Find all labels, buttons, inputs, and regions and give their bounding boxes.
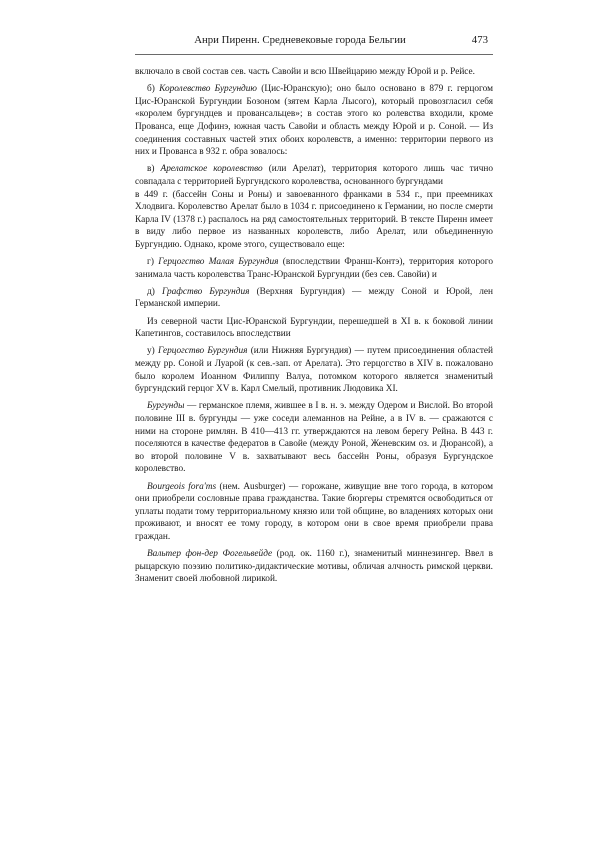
paragraph-duchy-lesser-burgundy: г) Герцогство Малая Бургундия (впоследствии Франш-Контэ), территория которого занимала часть королевства Транс-Юранской Бургундии (без сев. Савойи) и [135, 257, 493, 280]
term: Bourgeois fora'ms [147, 481, 217, 492]
paragraph-bourgeois-forains: Bourgeois fora'ms (нем. Ausburger) — горожане, живущие вне того города, в котором они приобрели сословные права гражданства. Такие бюргеры стремятся освободиться от уплаты подати тому территориальному князю или той общине, во владениях которых они проживают, и вносят ее тому городу, в котором они в свое время приобрели права граждан. [135, 481, 494, 542]
running-title: Анри Пиренн. Средневековые города Бельгии [194, 34, 406, 46]
term: Вальтер фон-дер Фогельвейде [147, 549, 273, 560]
paragraph-kingdom-burgundy: б) Королевство Бургундию (Цис-Юранскую); оно было основано в 879 г. герцогом Цис-Юранской Бургундии Бозоном (зятем Карла Лысого), который провозгласил себя «королем бургундцев и провансальцев»; в состав этого ко ролевства входили, кроме Прованса, еще Дофинэ, южная часть Савойи и область между Юрой и р. Соной. — Из соединения составных частей этих обоих королевств, а именно: территории первого из них и Прованса в 932 г. обра зовалось: [135, 84, 493, 158]
paragraph-walther: Вальтер фон-дер Фогельвейде (род. ок. 1160 г.), знаменитый миннезингер. Ввел в рыцарскую поэзию политико-дидактические мотивы, обличая алчность римской церкви. Знаменит своей любовной лирикой. [135, 549, 493, 585]
paragraph-county-burgundy: д) Графство Бургундия (Верхняя Бургундия) — между Соной и Юрой, лен Германской империи. [135, 286, 494, 310]
paragraph-continuation: включало в свой состав сев. часть Савойи и всю Швейцарию между Юрой и р. Рейсе. [135, 67, 475, 77]
running-header [0, 34, 600, 50]
paragraph-arelat: в) Арелатское королевство (или Арелат), территория которого лишь час тично совпадала с территорией Бургундского королевства, основанного бургундами в 449 г. (бассейн Соны и Роны) и завоеванного франками в 534 г., при преемниках Хлодвига. Королевство Арелат было в 1034 г. присоединено к Германии, но после смерти Карла IV (1378 г.) распалось на ряд самостоятельных территорий. В тексте Пиренн имеет в виду либо первое из названных королевств, либо Арелат, или объединенную Бургундию. Однако, кроме этого, существовало еще: [135, 164, 493, 250]
term: Герцогство Малая Бургундия [158, 257, 279, 268]
page-body [135, 66, 493, 586]
term: Арелатское королевство [160, 164, 263, 175]
paragraph-duchy-burgundy: у) Герцогство Бургундия (или Нижняя Бургундия) — путем присоединения областей между рр. Соной и Луарой (к сев.-зап. от Арелата). Это герцогство в XIV в. пожаловано было королем Иоанном Филиппу Валуа, потомком которого является знаменитый бургундский герцог XV в. Карл Смелый, противник Людовика XI. [135, 346, 493, 395]
term: Герцогство Бургундия [157, 346, 248, 357]
term: Графство Бургундия [161, 286, 250, 297]
header-rule [135, 54, 493, 55]
paragraph-burgundians: Бургунды — германское племя, жившее в I в. н. э. между Одером и Вислой. Во второй половине III в. бургунды — уже соседи алеманнов на Рейне, а в IV в. — сражаются с ними на стороне римлян. В 410—413 гг. утверждаются на левом берегу Рейна. В 443 г. поселяются в качестве федератов в Савойе (между Роной, Женевским оз. и Дюрансой), а во второй половине V в. захватывают весь бассейн Роны, образуя Бургундское королевство. [135, 401, 493, 475]
page-number: 473 [471, 34, 488, 46]
term: Королевство Бургундию [159, 84, 257, 95]
term: Бургунды [147, 401, 185, 412]
paragraph-capetians: Из северной части Цис-Юранской Бургундии, перешедшей в XI в. к боковой линии Капетингов, составилось впоследствии [135, 316, 493, 340]
